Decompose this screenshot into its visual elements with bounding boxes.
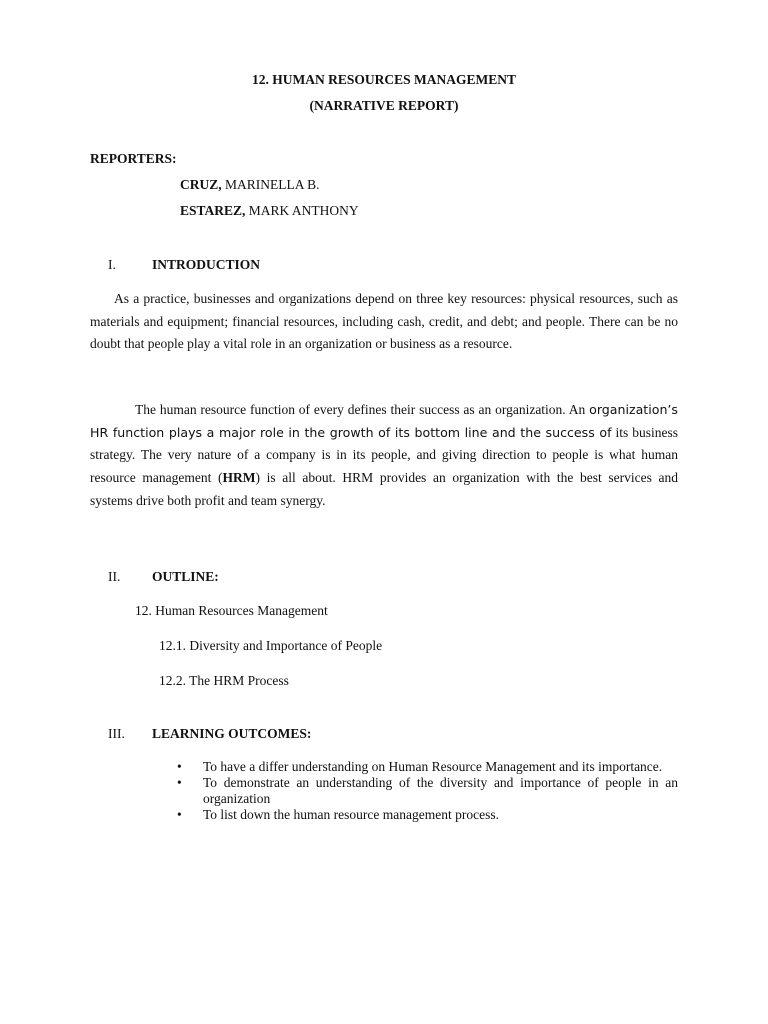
document-subtitle: (NARRATIVE REPORT) [309, 98, 459, 113]
section-3-heading: LEARNING OUTCOMES: [152, 726, 312, 741]
reporter-2 [180, 203, 359, 219]
section-3-numeral: III. [108, 726, 125, 741]
learning-outcomes-list [177, 759, 678, 823]
list-item [177, 775, 678, 807]
reporter-2-surname: ESTAREZ, [180, 203, 246, 218]
document-title: 12. HUMAN RESOURCES MANAGEMENT [251, 72, 516, 87]
outline-item-3: 12.2. The HRM Process [159, 673, 289, 688]
outcome-text-2: To demonstrate an understanding of the diversity and importance of people in an organization [203, 775, 678, 806]
intro-p2-sans: organization’s HR function plays a major role in the growth of its bottom line and the success of [90, 402, 678, 440]
reporter-1 [180, 177, 320, 193]
reporter-2-given: MARK ANTHONY [245, 203, 359, 218]
section-1-numeral: I. [108, 257, 116, 272]
list-item [177, 807, 678, 823]
outline-item-2: 12.1. Diversity and Importance of People [159, 638, 383, 653]
intro-p2-end: ) is all about. HRM provides an organization with the best services and systems drive both profit and team synergy. [90, 470, 679, 508]
bullet-icon: • [177, 759, 182, 774]
bullet-icon: • [177, 775, 182, 790]
section-2-numeral: II. [108, 569, 121, 584]
section-2-heading: OUTLINE: [152, 569, 219, 584]
reporter-1-given: MARINELLA B. [221, 177, 320, 192]
intro-p2-start: The human resource function of every defines their success as an organization. An [135, 402, 590, 417]
outcome-text-1: To have a differ understanding on Human Resource Management and its importance. [203, 759, 663, 774]
intro-paragraph-2 [90, 399, 678, 513]
reporter-1-surname: CRUZ, [180, 177, 222, 192]
intro-paragraph-1: As a practice, businesses and organizations depend on three key resources: physical resources, such as materials and equipment; financial resources, including cash, credit, and debt; and people. There can be no doubt that people play a vital role in an organization or business as a resource. [90, 291, 678, 352]
reporters-label: REPORTERS: [90, 151, 177, 166]
list-item [177, 759, 678, 775]
intro-p2-bold: HRM [222, 470, 256, 486]
outcome-text-3: To list down the human resource management process. [203, 807, 499, 822]
section-1-heading: INTRODUCTION [152, 257, 261, 272]
outline-item-1: 12. Human Resources Management [135, 603, 328, 618]
intro-p2-mid: its business strategy. The very nature of a company is in its people, and giving direction to people is what human resource management ( [90, 424, 678, 486]
bullet-icon: • [177, 807, 182, 822]
